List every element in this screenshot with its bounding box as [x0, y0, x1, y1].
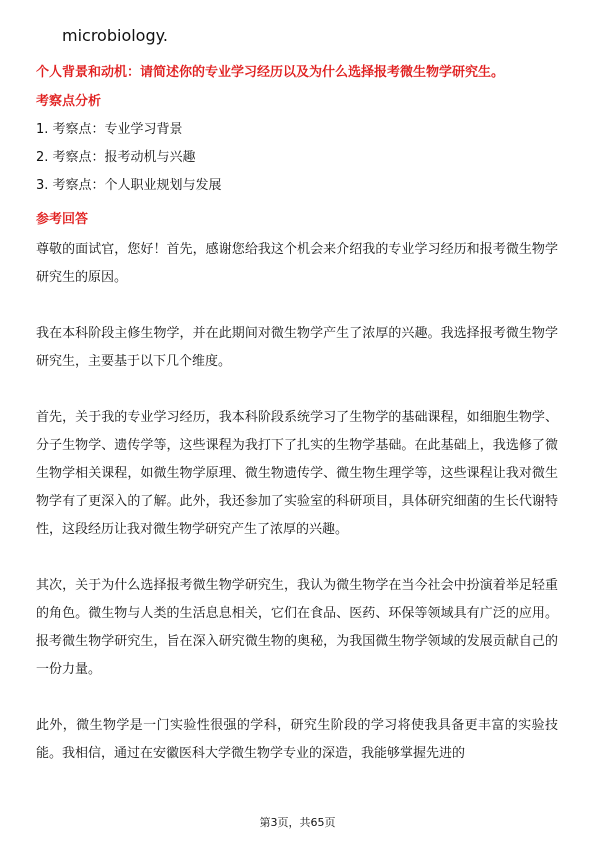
answer-paragraph: 我在本科阶段主修生物学，并在此期间对微生物学产生了浓厚的兴趣。我选择报考微生物学研究生，主要基于以下几个维度。 — [36, 326, 558, 369]
lead-text: microbiology. — [62, 26, 168, 45]
answer-paragraph: 尊敬的面试官，您好！首先，感谢您给我这个机会来介绍我的专业学习经历和报考微生物学研究生的原因。 — [36, 242, 558, 285]
answer-paragraph: 首先，关于我的专业学习经历，我本科阶段系统学习了生物学的基础课程，如细胞生物学、分子生物学、遗传学等，这些课程为我打下了扎实的生物学基础。在此基础上，我选修了微生物学相关课程，如微生物学原理、微生物遗传学、微生物生理学等，这些课程让我对微生物学有了更深入的了解。此外，我还参加了实验室的科研项目，具体研究细菌的生长代谢特性，这段经历让我对微生物学研究产生了浓厚的兴趣。 — [36, 410, 558, 537]
answer-body — [36, 236, 558, 796]
question-heading: 个人背景和动机：请简述你的专业学习经历以及为什么选择报考微生物学研究生。 — [36, 65, 505, 80]
analysis-point: 2. 考察点：报考动机与兴趣 — [36, 150, 196, 165]
answer-paragraph: 其次，关于为什么选择报考微生物学研究生，我认为微生物学在当今社会中扮演着举足轻重的角色。微生物与人类的生活息息相关，它们在食品、医药、环保等领域具有广泛的应用。报考微生物学研究生，旨在深入研究微生物的奥秘，为我国微生物学领域的发展贡献自己的一份力量。 — [36, 578, 558, 677]
answer-title: 参考回答 — [36, 212, 89, 227]
answer-paragraph: 此外，微生物学是一门实验性很强的学科，研究生阶段的学习将使我具备更丰富的实验技能。我相信，通过在安徽医科大学微生物学专业的深造，我能够掌握先进的 — [36, 718, 558, 761]
page-number: 第3页，共65页 — [259, 816, 336, 829]
analysis-point: 1. 考察点：专业学习背景 — [36, 122, 183, 137]
analysis-point: 3. 考察点：个人职业规划与发展 — [36, 178, 222, 193]
analysis-title: 考察点分析 — [36, 94, 102, 109]
